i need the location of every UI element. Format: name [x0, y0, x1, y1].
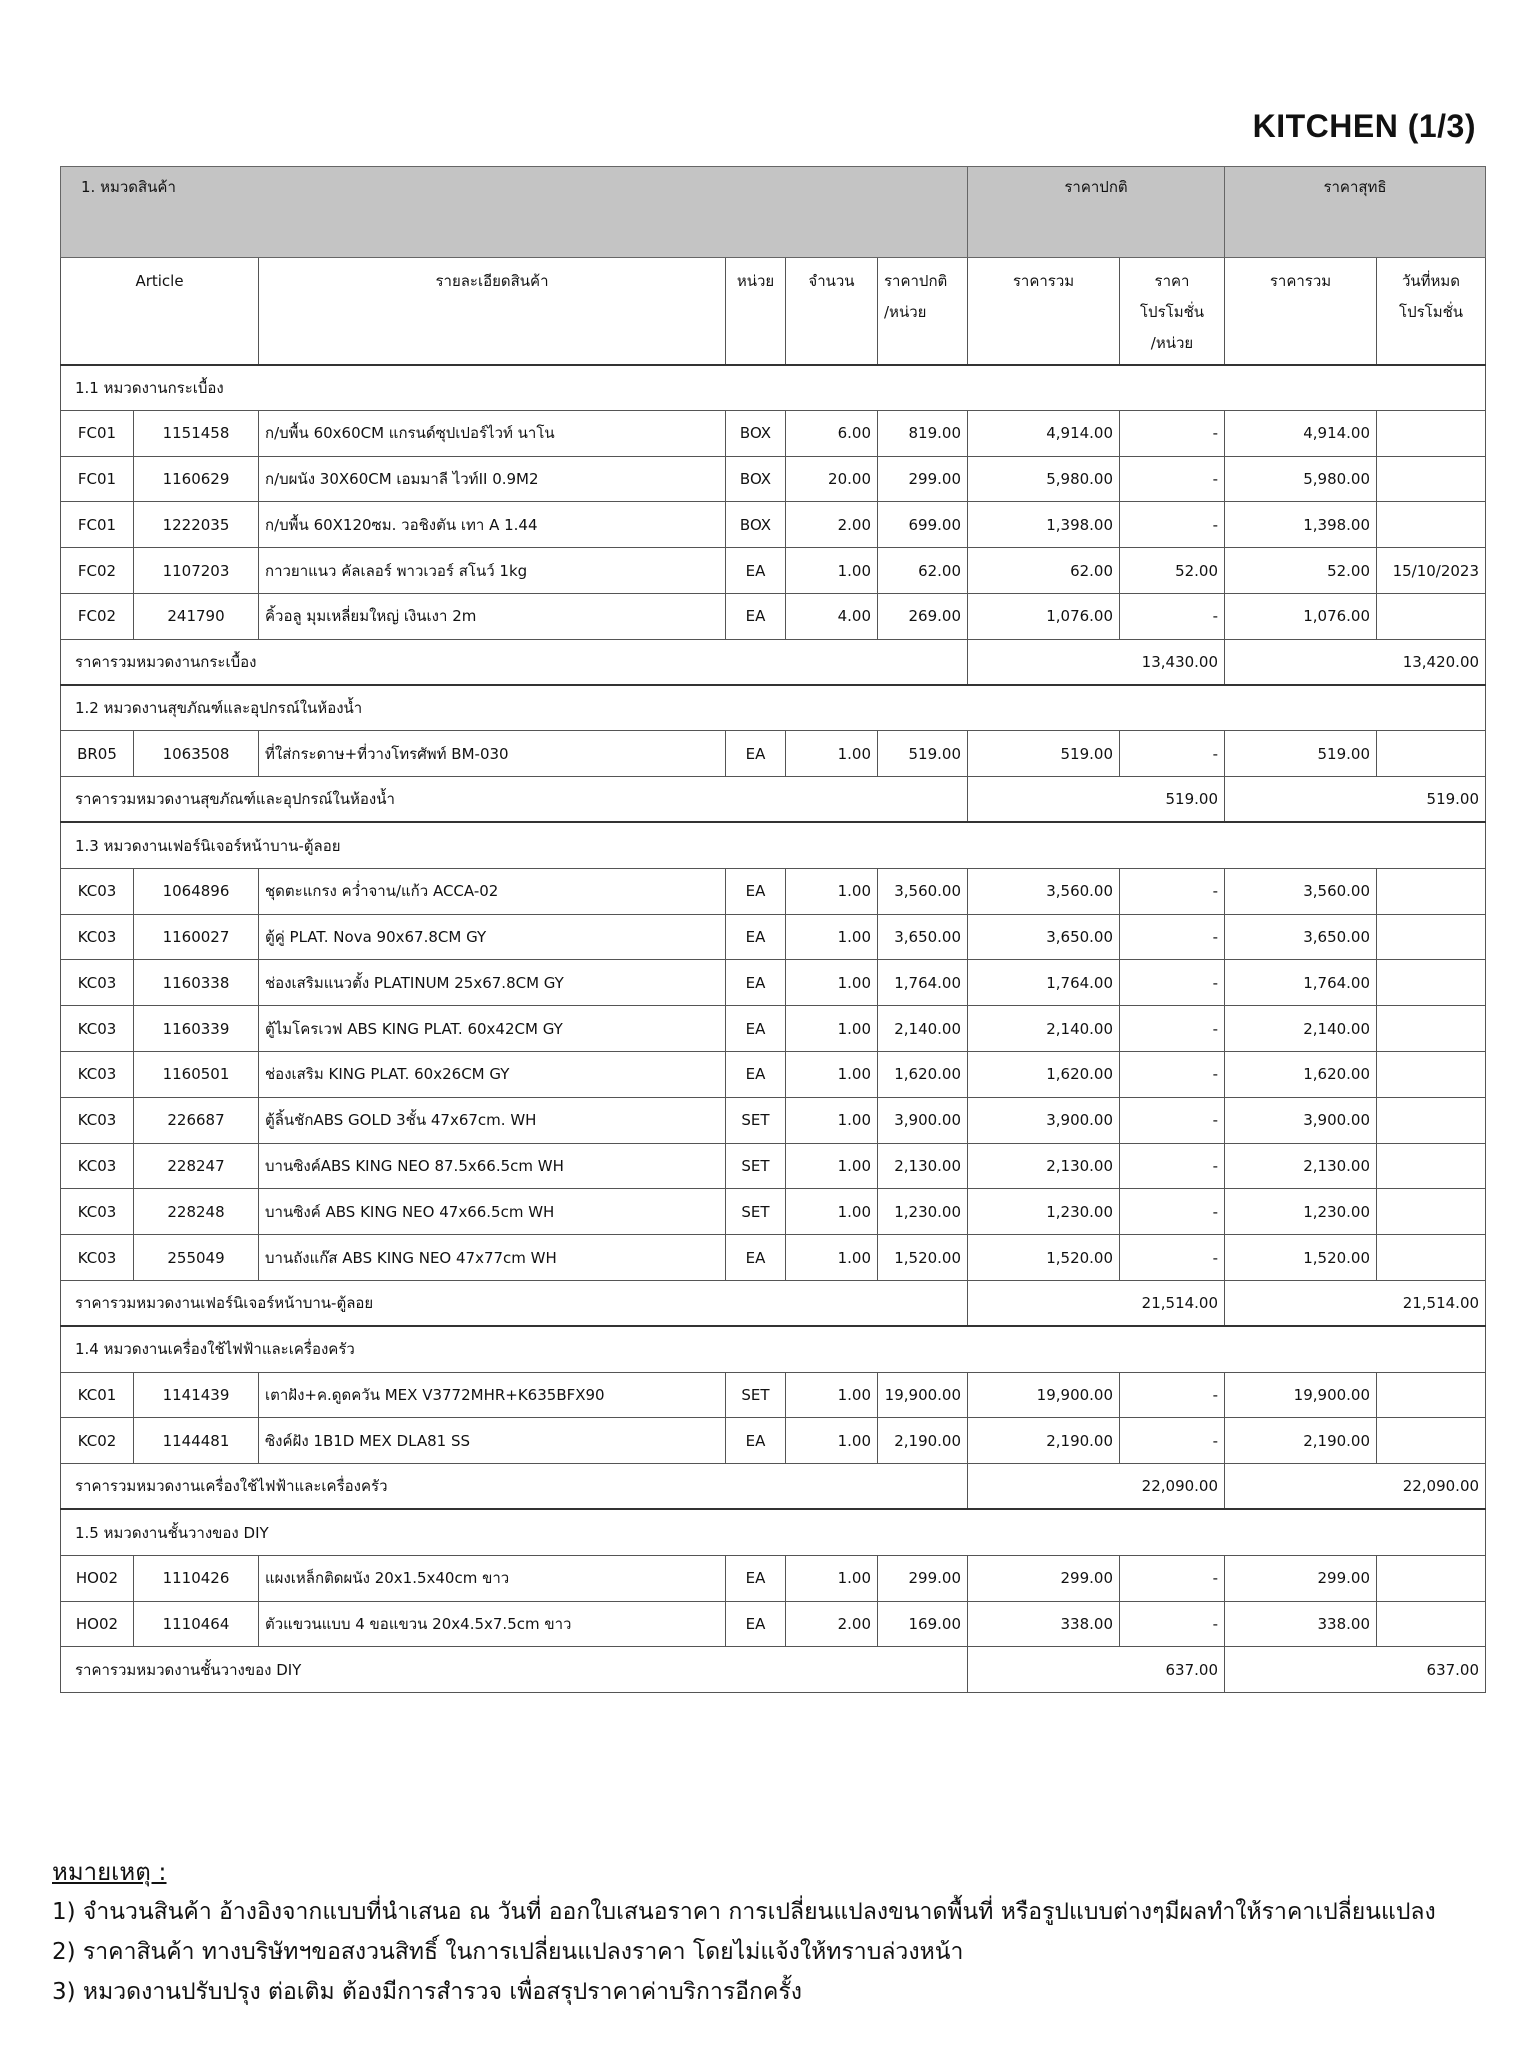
table-row	[61, 1097, 1486, 1143]
item-unit: EA	[726, 868, 786, 914]
item-qty: 1.00	[786, 1235, 878, 1281]
section-header-row	[61, 685, 1486, 731]
item-article: 228248	[134, 1189, 259, 1235]
item-promo-end	[1377, 1143, 1486, 1189]
item-article: 1144481	[134, 1418, 259, 1464]
item-article: 1160339	[134, 1006, 259, 1052]
item-net-total: 19,900.00	[1225, 1372, 1377, 1418]
item-article: 1063508	[134, 731, 259, 777]
item-promo-price: -	[1120, 914, 1225, 960]
item-promo-end	[1377, 1235, 1486, 1281]
subtotal-net: 22,090.00	[1225, 1464, 1486, 1510]
col-qty-label: จำนวน	[808, 272, 855, 290]
section-title: 1.1 หมวดงานกระเบื้อง	[61, 365, 1486, 411]
notes-heading: หมายเหตุ :	[52, 1858, 167, 1886]
item-total: 338.00	[968, 1601, 1120, 1647]
item-qty: 2.00	[786, 502, 878, 548]
item-detail: ก/บผนัง 30X60CM เอมมาลี ไวท์II 0.9M2	[259, 456, 726, 502]
table-row	[61, 1051, 1486, 1097]
subtotal-row	[61, 1464, 1486, 1510]
item-detail: ซิงค์ฝัง 1B1D MEX DLA81 SS	[259, 1418, 726, 1464]
table-row	[61, 456, 1486, 502]
subtotal-net: 637.00	[1225, 1647, 1486, 1693]
item-code: KC03	[61, 868, 134, 914]
section-title: 1.3 หมวดงานเฟอร์นิเจอร์หน้าบาน-ตู้ลอย	[61, 822, 1486, 868]
item-qty: 1.00	[786, 1097, 878, 1143]
item-detail: ตู้คู่ PLAT. Nova 90x67.8CM GY	[259, 914, 726, 960]
item-article: 1151458	[134, 410, 259, 456]
section-title: 1.4 หมวดงานเครื่องใช้ไฟฟ้าและเครื่องครัว	[61, 1326, 1486, 1372]
item-promo-price: -	[1120, 960, 1225, 1006]
item-unit-price: 2,190.00	[878, 1418, 968, 1464]
item-net-total: 1,398.00	[1225, 502, 1377, 548]
col-qty	[786, 258, 878, 365]
quotation-table	[60, 166, 1486, 1693]
item-promo-price: -	[1120, 1097, 1225, 1143]
table-row	[61, 593, 1486, 639]
item-total: 4,914.00	[968, 410, 1120, 456]
item-unit-price: 819.00	[878, 410, 968, 456]
col-promo-end-line1: วันที่หมด	[1401, 272, 1461, 290]
item-qty: 1.00	[786, 548, 878, 594]
item-unit: EA	[726, 1418, 786, 1464]
item-code: FC02	[61, 593, 134, 639]
item-net-total: 1,076.00	[1225, 593, 1377, 639]
item-promo-price: -	[1120, 410, 1225, 456]
item-net-total: 1,620.00	[1225, 1051, 1377, 1097]
item-qty: 1.00	[786, 1006, 878, 1052]
table-row	[61, 410, 1486, 456]
item-code: FC01	[61, 410, 134, 456]
item-unit-price: 3,900.00	[878, 1097, 968, 1143]
col-promo-line3: /หน่วย	[1150, 334, 1194, 352]
item-promo-price: -	[1120, 1006, 1225, 1052]
item-article: 1107203	[134, 548, 259, 594]
table-row	[61, 731, 1486, 777]
item-total: 62.00	[968, 548, 1120, 594]
subtotal-net: 519.00	[1225, 777, 1486, 823]
item-unit: SET	[726, 1372, 786, 1418]
item-net-total: 3,560.00	[1225, 868, 1377, 914]
net-price-header: ราคาสุทธิ	[1225, 167, 1486, 258]
normal-price-header: ราคาปกติ	[968, 167, 1225, 258]
item-article: 255049	[134, 1235, 259, 1281]
item-unit: SET	[726, 1097, 786, 1143]
col-total: ราคารวม	[968, 258, 1120, 365]
col-article: Article	[61, 258, 259, 365]
item-promo-price: -	[1120, 456, 1225, 502]
subtotal-total: 13,430.00	[968, 639, 1225, 685]
item-unit: EA	[726, 1235, 786, 1281]
item-unit-price: 3,650.00	[878, 914, 968, 960]
note-line: 1) จำนวนสินค้า อ้างอิงจากแบบที่นำเสนอ ณ วันที่ ออกใบเสนอราคา การเปลี่ยนแปลงขนาดพื้นที่ หรือรูปแบบต่างๆมีผลทำให้ราคาเปลี่ยนแปลง	[52, 1899, 1436, 1925]
item-net-total: 52.00	[1225, 548, 1377, 594]
item-net-total: 1,520.00	[1225, 1235, 1377, 1281]
item-total: 2,140.00	[968, 1006, 1120, 1052]
item-article: 226687	[134, 1097, 259, 1143]
item-total: 2,190.00	[968, 1418, 1120, 1464]
item-unit: EA	[726, 731, 786, 777]
item-promo-price: -	[1120, 1372, 1225, 1418]
item-detail: คิ้วอลู มุมเหลี่ยมใหญ่ เงินเงา 2m	[259, 593, 726, 639]
item-total: 519.00	[968, 731, 1120, 777]
col-detail: รายละเอียดสินค้า	[259, 258, 726, 365]
item-code: FC02	[61, 548, 134, 594]
subtotal-total: 637.00	[968, 1647, 1225, 1693]
subtotal-row	[61, 639, 1486, 685]
subtotal-label: ราคารวมหมวดงานชั้นวางของ DIY	[61, 1647, 968, 1693]
item-qty: 1.00	[786, 1418, 878, 1464]
item-promo-end	[1377, 456, 1486, 502]
item-net-total: 5,980.00	[1225, 456, 1377, 502]
item-detail: ตู้ไมโครเวฟ ABS KING PLAT. 60x42CM GY	[259, 1006, 726, 1052]
item-qty: 1.00	[786, 1555, 878, 1601]
item-total: 3,560.00	[968, 868, 1120, 914]
item-net-total: 2,130.00	[1225, 1143, 1377, 1189]
item-article: 1222035	[134, 502, 259, 548]
subtotal-label: ราคารวมหมวดงานสุขภัณฑ์และอุปกรณ์ในห้องน้ำ	[61, 777, 968, 823]
item-detail: บานซิงค์ABS KING NEO 87.5x66.5cm WH	[259, 1143, 726, 1189]
item-unit-price: 1,620.00	[878, 1051, 968, 1097]
item-promo-price: -	[1120, 1601, 1225, 1647]
item-promo-end	[1377, 1418, 1486, 1464]
item-unit-price: 1,230.00	[878, 1189, 968, 1235]
item-article: 241790	[134, 593, 259, 639]
item-unit-price: 1,520.00	[878, 1235, 968, 1281]
item-net-total: 2,140.00	[1225, 1006, 1377, 1052]
item-unit: BOX	[726, 456, 786, 502]
item-total: 1,620.00	[968, 1051, 1120, 1097]
table-row	[61, 1143, 1486, 1189]
item-unit: EA	[726, 1555, 786, 1601]
col-net-total: ราคารวม	[1225, 258, 1377, 365]
subtotal-row	[61, 1280, 1486, 1326]
item-code: KC01	[61, 1372, 134, 1418]
item-unit-price: 269.00	[878, 593, 968, 639]
item-promo-end	[1377, 593, 1486, 639]
subtotal-label: ราคารวมหมวดงานเฟอร์นิเจอร์หน้าบาน-ตู้ลอย	[61, 1280, 968, 1326]
item-total: 19,900.00	[968, 1372, 1120, 1418]
item-unit: EA	[726, 960, 786, 1006]
group-label: 1. หมวดสินค้า	[61, 167, 968, 258]
table-row	[61, 1235, 1486, 1281]
item-article: 1141439	[134, 1372, 259, 1418]
item-unit-price: 19,900.00	[878, 1372, 968, 1418]
item-net-total: 3,650.00	[1225, 914, 1377, 960]
item-promo-end	[1377, 410, 1486, 456]
item-total: 1,398.00	[968, 502, 1120, 548]
item-unit: EA	[726, 548, 786, 594]
item-promo-price: -	[1120, 1235, 1225, 1281]
item-detail: แผงเหล็กติดผนัง 20x1.5x40cm ขาว	[259, 1555, 726, 1601]
item-unit-price: 2,140.00	[878, 1006, 968, 1052]
item-promo-end: 15/10/2023	[1377, 548, 1486, 594]
item-article: 1160338	[134, 960, 259, 1006]
item-promo-price: -	[1120, 868, 1225, 914]
item-code: FC01	[61, 456, 134, 502]
item-detail: ชุดตะแกรง คว่ำจาน/แก้ว ACCA-02	[259, 868, 726, 914]
subtotal-total: 519.00	[968, 777, 1225, 823]
item-article: 1110426	[134, 1555, 259, 1601]
item-code: KC02	[61, 1418, 134, 1464]
subtotal-total: 22,090.00	[968, 1464, 1225, 1510]
item-article: 1160501	[134, 1051, 259, 1097]
item-code: HO02	[61, 1555, 134, 1601]
table-row	[61, 502, 1486, 548]
item-promo-price: -	[1120, 731, 1225, 777]
item-article: 1160027	[134, 914, 259, 960]
table-row	[61, 1372, 1486, 1418]
item-code: KC03	[61, 1097, 134, 1143]
item-detail: ก/บพื้น 60X120ซม. วอชิงตัน เทา A 1.44	[259, 502, 726, 548]
item-detail: กาวยาแนว คัลเลอร์ พาวเวอร์ สโนว์ 1kg	[259, 548, 726, 594]
item-qty: 1.00	[786, 914, 878, 960]
col-unit: หน่วย	[726, 258, 786, 365]
col-unit-price-line1: ราคาปกติ	[884, 272, 948, 290]
note-line: 3) หมวดงานปรับปรุง ต่อเติม ต้องมีการสำรวจ เพื่อสรุปราคาค่าบริการอีกครั้ง	[52, 1979, 802, 2005]
item-net-total: 338.00	[1225, 1601, 1377, 1647]
item-qty: 1.00	[786, 731, 878, 777]
item-promo-end	[1377, 1372, 1486, 1418]
item-article: 228247	[134, 1143, 259, 1189]
item-promo-end	[1377, 1051, 1486, 1097]
item-promo-price: -	[1120, 1051, 1225, 1097]
item-promo-end	[1377, 731, 1486, 777]
item-qty: 2.00	[786, 1601, 878, 1647]
item-detail: ช่องเสริม KING PLAT. 60x26CM GY	[259, 1051, 726, 1097]
col-unit-price-line2: /หน่วย	[884, 303, 927, 321]
notes	[52, 1852, 1436, 2012]
col-promo-line1: ราคา	[1154, 272, 1190, 290]
item-promo-price: -	[1120, 1189, 1225, 1235]
item-total: 1,230.00	[968, 1189, 1120, 1235]
item-promo-end	[1377, 1189, 1486, 1235]
section-header-row	[61, 1509, 1486, 1555]
item-promo-price: -	[1120, 1143, 1225, 1189]
item-article: 1160629	[134, 456, 259, 502]
subtotal-net: 13,420.00	[1225, 639, 1486, 685]
item-promo-end	[1377, 1097, 1486, 1143]
item-promo-end	[1377, 960, 1486, 1006]
item-net-total: 519.00	[1225, 731, 1377, 777]
item-detail: ตู้ลิ้นชักABS GOLD 3ชั้น 47x67cm. WH	[259, 1097, 726, 1143]
header-row-group	[61, 167, 1486, 258]
item-net-total: 299.00	[1225, 1555, 1377, 1601]
item-detail: ก/บพื้น 60x60CM แกรนด์ซุปเปอร์ไวท์ นาโน	[259, 410, 726, 456]
item-unit: BOX	[726, 502, 786, 548]
item-promo-end	[1377, 914, 1486, 960]
item-qty: 1.00	[786, 960, 878, 1006]
item-qty: 1.00	[786, 1189, 878, 1235]
item-detail: บานซิงค์ ABS KING NEO 47x66.5cm WH	[259, 1189, 726, 1235]
table-row	[61, 868, 1486, 914]
item-unit-price: 62.00	[878, 548, 968, 594]
subtotal-row	[61, 777, 1486, 823]
item-code: KC03	[61, 1143, 134, 1189]
item-code: KC03	[61, 1006, 134, 1052]
quotation-table-body	[61, 167, 1486, 1693]
item-unit: SET	[726, 1143, 786, 1189]
item-net-total: 4,914.00	[1225, 410, 1377, 456]
item-code: KC03	[61, 1051, 134, 1097]
subtotal-net: 21,514.00	[1225, 1280, 1486, 1326]
table-row	[61, 960, 1486, 1006]
table-row	[61, 548, 1486, 594]
table-row	[61, 1601, 1486, 1647]
item-detail: บานถังแก๊ส ABS KING NEO 47x77cm WH	[259, 1235, 726, 1281]
item-unit-price: 1,764.00	[878, 960, 968, 1006]
item-total: 2,130.00	[968, 1143, 1120, 1189]
item-promo-price: 52.00	[1120, 548, 1225, 594]
item-unit: EA	[726, 1006, 786, 1052]
item-qty: 1.00	[786, 1372, 878, 1418]
item-unit: EA	[726, 914, 786, 960]
item-qty: 1.00	[786, 1143, 878, 1189]
item-promo-end	[1377, 1601, 1486, 1647]
item-net-total: 1,230.00	[1225, 1189, 1377, 1235]
section-title: 1.2 หมวดงานสุขภัณฑ์และอุปกรณ์ในห้องน้ำ	[61, 685, 1486, 731]
item-unit: SET	[726, 1189, 786, 1235]
item-total: 5,980.00	[968, 456, 1120, 502]
col-promo-line2: โปรโมชั่น	[1140, 303, 1205, 321]
item-code: KC03	[61, 914, 134, 960]
item-article: 1064896	[134, 868, 259, 914]
item-total: 299.00	[968, 1555, 1120, 1601]
table-row	[61, 1006, 1486, 1052]
item-unit-price: 2,130.00	[878, 1143, 968, 1189]
item-unit-price: 519.00	[878, 731, 968, 777]
table-row	[61, 914, 1486, 960]
col-promo-end-line2: โปรโมชั่น	[1399, 303, 1464, 321]
item-promo-end	[1377, 868, 1486, 914]
subtotal-row	[61, 1647, 1486, 1693]
item-qty: 6.00	[786, 410, 878, 456]
item-total: 1,520.00	[968, 1235, 1120, 1281]
item-unit: EA	[726, 1051, 786, 1097]
item-qty: 1.00	[786, 1051, 878, 1097]
page-title: KITCHEN (1/3)	[1252, 108, 1476, 144]
item-detail: เตาฝัง+ค.ดูดควัน MEX V3772MHR+K635BFX90	[259, 1372, 726, 1418]
item-unit-price: 699.00	[878, 502, 968, 548]
item-unit-price: 169.00	[878, 1601, 968, 1647]
col-unit-price	[878, 258, 968, 365]
item-promo-price: -	[1120, 1418, 1225, 1464]
subtotal-label: ราคารวมหมวดงานกระเบื้อง	[61, 639, 968, 685]
item-qty: 4.00	[786, 593, 878, 639]
item-detail: ช่องเสริมแนวตั้ง PLATINUM 25x67.8CM GY	[259, 960, 726, 1006]
item-total: 3,900.00	[968, 1097, 1120, 1143]
item-unit: EA	[726, 1601, 786, 1647]
item-promo-end	[1377, 1555, 1486, 1601]
item-unit-price: 3,560.00	[878, 868, 968, 914]
item-unit-price: 299.00	[878, 1555, 968, 1601]
table-row	[61, 1189, 1486, 1235]
item-total: 3,650.00	[968, 914, 1120, 960]
item-qty: 20.00	[786, 456, 878, 502]
table-row	[61, 1555, 1486, 1601]
col-promo-price	[1120, 258, 1225, 365]
item-code: HO02	[61, 1601, 134, 1647]
item-code: FC01	[61, 502, 134, 548]
item-detail: ที่ใส่กระดาษ+ที่วางโทรศัพท์ BM-030	[259, 731, 726, 777]
section-header-row	[61, 365, 1486, 411]
item-unit-price: 299.00	[878, 456, 968, 502]
item-unit: EA	[726, 593, 786, 639]
item-detail: ตัวแขวนแบบ 4 ขอแขวน 20x4.5x7.5cm ขาว	[259, 1601, 726, 1647]
item-promo-end	[1377, 1006, 1486, 1052]
section-title: 1.5 หมวดงานชั้นวางของ DIY	[61, 1509, 1486, 1555]
item-total: 1,076.00	[968, 593, 1120, 639]
header-row-columns	[61, 258, 1486, 365]
item-promo-price: -	[1120, 1555, 1225, 1601]
item-net-total: 2,190.00	[1225, 1418, 1377, 1464]
subtotal-label: ราคารวมหมวดงานเครื่องใช้ไฟฟ้าและเครื่องครัว	[61, 1464, 968, 1510]
item-unit: BOX	[726, 410, 786, 456]
item-promo-end	[1377, 502, 1486, 548]
item-code: KC03	[61, 960, 134, 1006]
item-total: 1,764.00	[968, 960, 1120, 1006]
item-net-total: 3,900.00	[1225, 1097, 1377, 1143]
table-row	[61, 1418, 1486, 1464]
item-code: KC03	[61, 1235, 134, 1281]
col-promo-end	[1377, 258, 1486, 365]
item-qty: 1.00	[786, 868, 878, 914]
item-code: BR05	[61, 731, 134, 777]
item-promo-price: -	[1120, 502, 1225, 548]
subtotal-total: 21,514.00	[968, 1280, 1225, 1326]
item-net-total: 1,764.00	[1225, 960, 1377, 1006]
item-code: KC03	[61, 1189, 134, 1235]
note-line: 2) ราคาสินค้า ทางบริษัทฯขอสงวนสิทธิ์ ในการเปลี่ยนแปลงราคา โดยไม่แจ้งให้ทราบล่วงหน้า	[52, 1939, 964, 1965]
item-article: 1110464	[134, 1601, 259, 1647]
section-header-row	[61, 1326, 1486, 1372]
item-promo-price: -	[1120, 593, 1225, 639]
section-header-row	[61, 822, 1486, 868]
